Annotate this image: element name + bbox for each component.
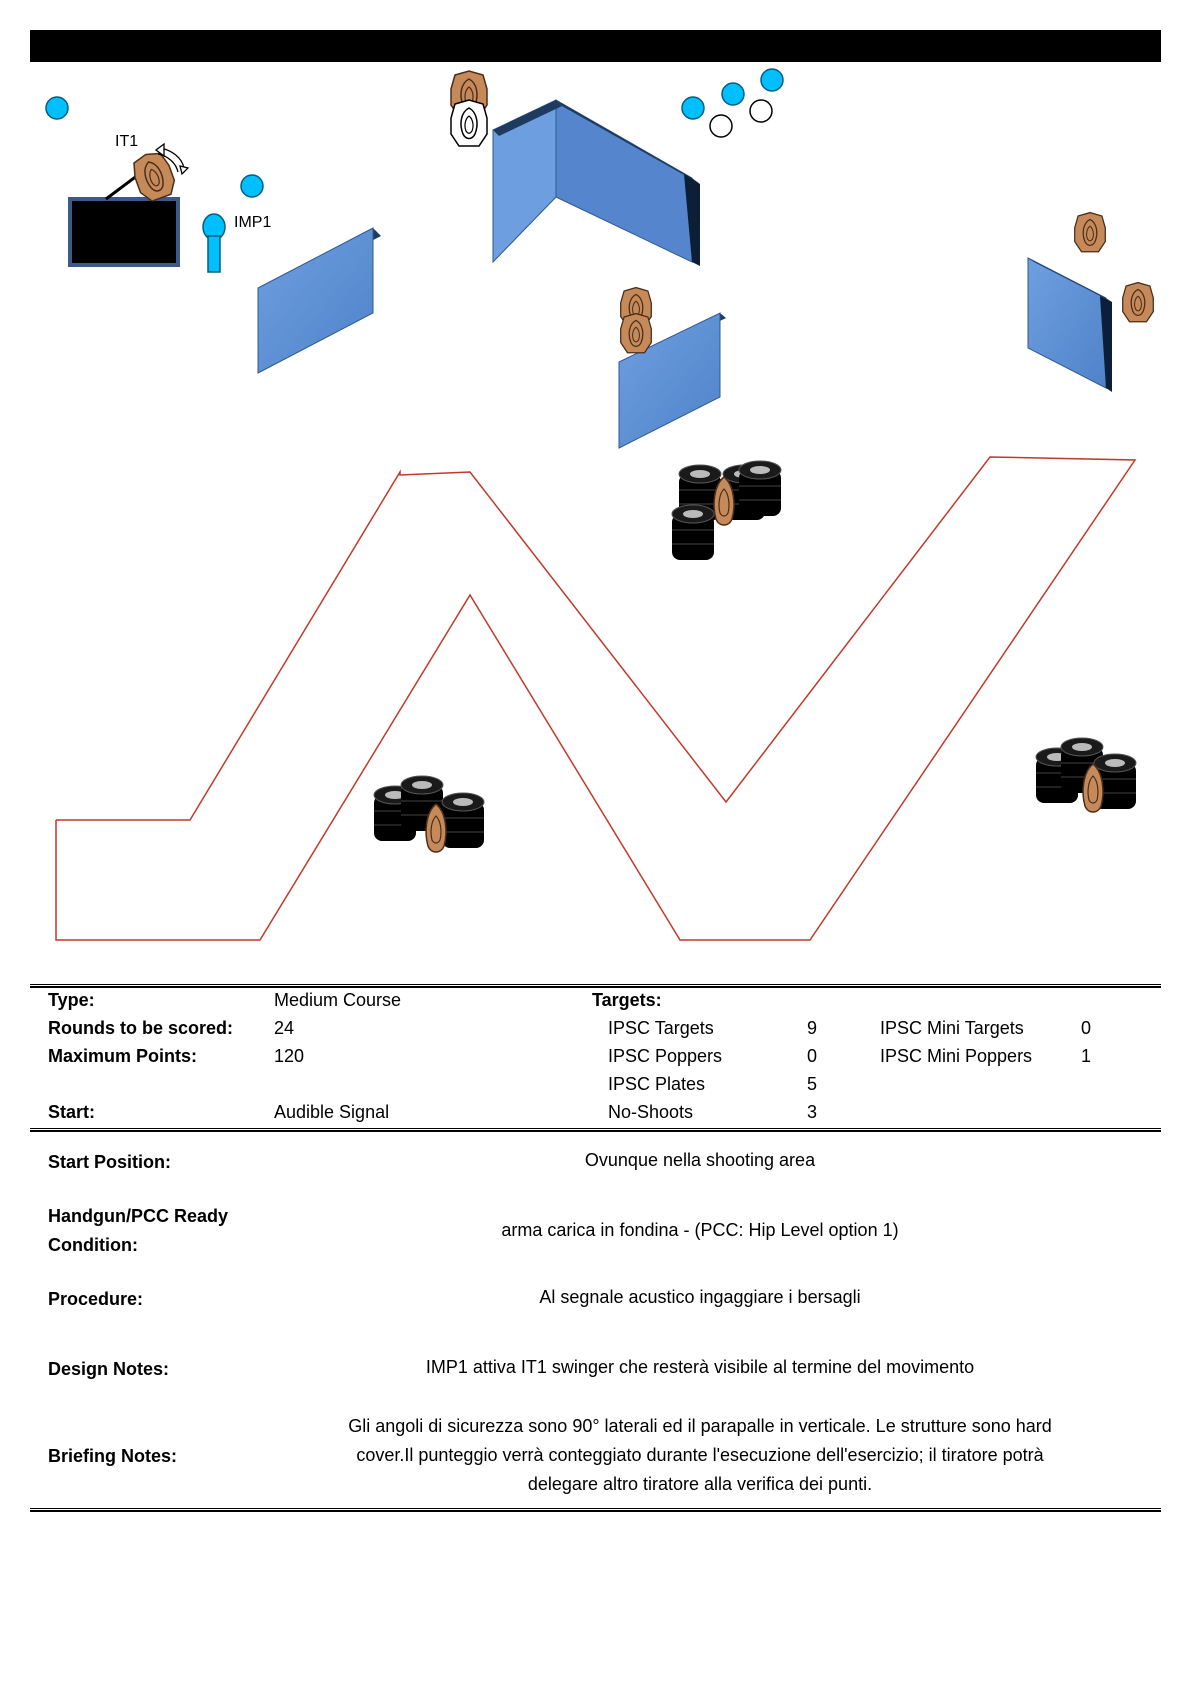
barrel-cluster-2 [374,776,484,852]
no-shoot-1 [451,100,487,146]
stage-info-table [30,990,1161,1126]
barrel-cluster-3 [1036,738,1136,812]
plate-no-shoot-2 [750,100,772,122]
mini-targets-label: IPSC Mini Targets [880,1018,1024,1038]
start-position-value: Ovunque nella shooting area [584,1150,816,1170]
label-it1: IT1 [115,133,139,150]
paper-target-5 [1123,283,1154,322]
info-top-rule [30,984,1161,988]
shooting-area-fault-line [56,457,1135,940]
points-label: Maximum Points: [48,1046,198,1066]
mini-poppers-value: 1 [1080,1046,1091,1066]
targets-poppers-label: IPSC Poppers [608,1046,723,1066]
targets-poppers-value: 0 [806,1046,817,1066]
rounds-label: Rounds to be scored: [48,1018,234,1038]
rounds-value: 24 [274,1018,295,1038]
procedure-label: Procedure: [48,1289,144,1309]
steel-plate-2 [241,175,263,197]
wall-1 [258,228,381,373]
steel-plate-4 [722,83,744,105]
mini-targets-value: 0 [1080,1018,1091,1038]
swinger-target-it1 [129,148,179,204]
targets-plates-value: 5 [806,1074,817,1094]
paper-target-3 [621,314,652,353]
wall-2 [493,100,700,266]
steel-plate-5 [761,69,783,91]
info-mid-rule [30,1128,1161,1132]
popper-imp1 [203,214,225,272]
briefing-notes-line-2: cover.Il punteggio verrà conteggiato durante l'esecuzione dell'esercizio; il tiratore potrà [356,1445,1044,1465]
points-value: 120 [274,1046,305,1066]
ready-label-line-2: Condition: [48,1235,138,1255]
procedure-value: Al segnale acustico ingaggiare i bersagli [539,1287,861,1307]
label-imp1: IMP1 [234,214,272,231]
design-notes-value: IMP1 attiva IT1 swinger che resterà visibile al termine del movimento [425,1357,975,1377]
briefing-notes-line-1: Gli angoli di sicurezza sono 90° laterali ed il parapalle in verticale. Le strutture sono hard [348,1416,1052,1436]
design-notes-label: Design Notes: [48,1359,170,1379]
mini-poppers-label: IPSC Mini Poppers [880,1046,1033,1066]
start-position-label: Start Position: [48,1152,172,1172]
briefing-notes-label: Briefing Notes: [48,1446,178,1466]
targets-plates-label: IPSC Plates [608,1074,706,1094]
type-label: Type: [48,990,95,1010]
briefing-notes-line-3: delegare altro tiratore alla verifica dei punti. [527,1474,873,1494]
wall-4 [1028,258,1112,392]
start-value: Audible Signal [274,1102,390,1122]
barrel-cluster-1 [672,461,781,560]
plate-no-shoot-1 [710,115,732,137]
targets-ipsc-value: 9 [806,1018,817,1038]
targets-ipsc-label: IPSC Targets [608,1018,714,1038]
steel-plate-3 [682,97,704,119]
ready-value: arma carica in fondina - (PCC: Hip Level option 1) [501,1220,899,1240]
notes-bottom-rule [30,1508,1161,1512]
targets-label: Targets: [592,990,662,1010]
type-value: Medium Course [274,990,402,1010]
start-label: Start: [48,1102,96,1122]
steel-plate-1 [46,97,68,119]
targets-noshoots-label: No-Shoots [608,1102,694,1122]
ready-label-line-1: Handgun/PCC Ready [48,1206,229,1226]
paper-target-4 [1075,213,1106,252]
targets-noshoots-value: 3 [806,1102,817,1122]
